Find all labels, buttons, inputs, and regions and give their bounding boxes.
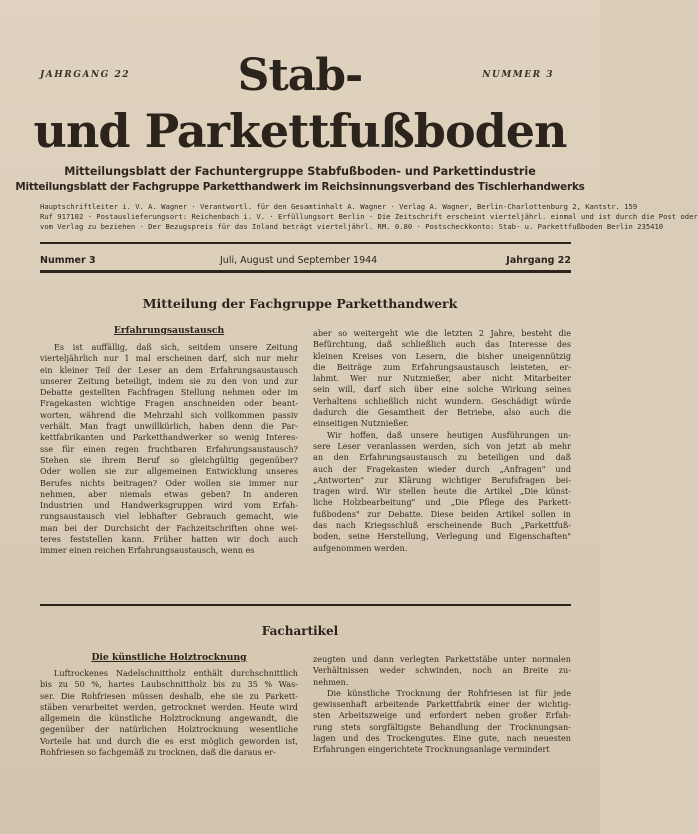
issue-date: Juli, August und September 1944 [220,255,378,266]
text-line: sse für einen regen fruchtbaren Erfahrungsaustausch? [40,443,298,454]
text-line: ein kleiner Teil der Leser an dem Erfahrungsaustausch [40,364,298,375]
text-line: Wir hoffen, daß unsere heutigen Ausführungen un- [327,429,571,440]
text-line: das nach Kriegsschluß erscheinende Buch „Parkettfuß- [313,520,571,531]
text-line: Industrien und Handwerksgruppen wird vom Erfah- [40,500,298,511]
text-line: zeugten und dann verlegten Parkettstäbe unter normalen [313,654,571,664]
text-line: aufgenommen werden. [313,542,408,553]
section-rule [40,604,571,606]
text-line: an den Erfahrungsaustausch zu beteiligen und daß [313,452,571,463]
masthead-title-line2: und Parkettfußboden [33,104,567,158]
imprint-line: Hauptschriftleiter i. V. A. Wagner · Verantwortl. für den Gesamtinhalt A. Wagner · Verlag A. Wagner, Berlin-Charlottenburg 2, Kantstr. 159 [40,202,638,211]
text-line: Oder wollen sie zur allgemeinen Entwicklung unseres [40,466,298,477]
text-line: bis zu 50 %, hartes Laubschnittholz bis zu 35 % Was- [40,679,298,690]
text-line: Erfahrungen eingerichtete Trocknungsanlage vermindert [313,744,550,755]
text-line: worten, während die Mehrzahl sich vollkommen passiv [40,409,298,420]
text-line: Die künstliche Trocknung der Rohfriesen ist für jede [327,687,571,698]
text-line: rung stets sorgfältigste Behandlung der Trocknungsan- [313,721,571,732]
text-line: immer einen reichen Erfahrungsaustausch, wenn es [40,545,255,556]
text-line: liche Holzbearbeitung" und „Die Pflege des Parkett- [313,497,571,508]
text-line: gewissenhaft arbeitende Parkettfabrik einer der wichtig- [313,699,571,710]
issue-number: Nummer 3 [40,255,96,266]
text-line: Es ist auffällig, daß sich, seitdem unsere Zeitung [54,342,298,352]
imprint-block [40,202,698,232]
text-line: sein will, darf sich über eine solche Wirkung seines [313,384,571,395]
text-line: Verhaltens schließlich nicht wundern. Geschädigt würde [313,395,571,406]
text-line: Vorteile hat und durch die es erst möglich geworden ist, [40,735,298,746]
subheading-erfahrungsaustausch: Erfahrungsaustausch [113,325,225,336]
text-line: fußbodens" zur Debatte. Diese beiden Artikel sollen in [313,508,571,519]
text-line: Luftrockenes Nadelschnittholz enthält durchschnittlich [54,668,298,678]
text-line: kleinen Kreises von Lesern, die bisher uneigennützig [313,350,571,361]
masthead-nummer: NUMMER 3 [482,70,554,80]
text-line: stäben verarbeitet werden, getrocknet werden. Heute wird [40,701,298,712]
column-left-section1 [40,342,298,557]
text-line: Debatte gestellten Fachfragen Stellung nehmen oder im [40,387,298,398]
text-line: einseitigen Nutznießer. [313,418,409,429]
text-line: aber so weitergeht wie die letzten 2 Jahre, besteht die [313,328,571,338]
text-line: Rohfriesen so fachgemäß zu trocknen, daß die daraus er- [40,747,276,758]
text-line: nehmen. [313,676,349,687]
text-line: man bei der Durchsicht der Fachzeitschriften ohne wei- [40,522,298,533]
issue-rule [40,270,571,273]
text-line: allgemein die künstliche Holztrocknung angewandt, die [40,713,298,724]
text-line: lagen und des Trockengutes. Eine gute, nach neuesten [313,733,571,744]
text-line: kettfabrikanten und Parketthandwerker so wenig Interes- [40,432,298,443]
text-line: dadurch die Gesamtheit der Betriebe, also auch die [313,407,571,418]
text-line: boden, seine Herstellung, Verlegung und Eigenschaften" [313,531,571,542]
text-line: verhält. Man fragt unwillkürlich, haben denn die Par- [40,421,298,432]
column-left-section2 [40,668,298,758]
text-line: „Antworten" zur Klärung wichtiger Berufsfragen bei- [313,474,571,485]
text-line: Verhältnissen weder schwinden, noch an Breite zu- [313,665,571,676]
text-line: sere Leser veranlassen werden, sich von jetzt ab mehr [313,440,571,451]
imprint-line: Ruf 917102 · Postauslieferungsort: Reichenbach i. V. · Erfüllungsort Berlin · Die Zeitschrift erscheint vierteljährl. einmal und ist durch die Post oder [40,212,698,221]
masthead-subtitle-2: Mitteilungsblatt der Fachgruppe Parketthandwerk im Reichsinnungsverband des Tischlerhandwerks [15,181,585,193]
column-right-section1 [313,328,571,554]
text-line: auch der Fragekasten wieder durch „Anfragen" und [313,463,571,474]
text-line: tragen wird. Wir stellen heute die Artikel „Die künst- [313,486,571,497]
text-line: Fragekasten wichtige Fragen anschneiden oder beant- [40,398,298,409]
section-title-mitteilung: Mitteilung der Fachgruppe Parketthandwerk [142,296,458,311]
masthead-rule [40,242,571,244]
subheading-holztrocknung: Die künstliche Holztrocknung [91,652,247,663]
column-right-section2 [313,654,571,756]
text-line: lahmt. Wer nur Nutznießer, aber nicht Mitarbeiter [313,373,571,384]
text-line: Befürchtung, daß schließlich auch das Interesse des [313,339,571,350]
text-line: Stehen sie ihrem Beruf so gleichgültig gegenüber? [40,454,298,465]
masthead-title-line1: Stab- [237,50,363,101]
text-line: unserer Zeitung beteiligt, indem sie zu den von und zur [40,375,298,386]
text-line: vierteljährlich nur 1 mal erscheinen darf, sich nur mehr [40,353,298,364]
text-line: sten Arbeitszweige und erfordert neben großer Erfah- [313,710,571,721]
imprint-line: vom Verlag zu beziehen · Der Bezugspreis für das Inland beträgt vierteljährl. RM. 0.80 · Postscheckkonto: Stab- u. Parkettfußboden Berlin 235410 [40,222,664,231]
text-line: Berufes nichts beitragen? Oder wollen sie immer nur [40,477,298,488]
masthead-subtitle-1: Mitteilungsblatt der Fachuntergruppe Stabfußboden- und Parkettindustrie [64,165,536,178]
text-line: nehmen, aber niemals etwas geben? In anderen [40,488,298,499]
section-title-fachartikel: Fachartikel [261,624,339,638]
text-line: rungsaustausch viel lebhafter Gebrauch gemacht, wie [40,511,298,522]
text-line: die Beiträge zum Erfahrungsaustausch leisteten, er- [313,361,571,372]
masthead-jahrgang: JAHRGANG 22 [40,70,130,80]
text-line: ser. Die Rohfriesen müssen deshalb, ehe sie zu Parkett- [40,690,298,701]
issue-year: Jahrgang 22 [506,255,571,266]
text-line: gegenüber der natürlichen Holztrocknung wesentliche [40,724,298,735]
text-line: teres feststellen kann. Früher hatten wir doch auch [40,534,298,545]
